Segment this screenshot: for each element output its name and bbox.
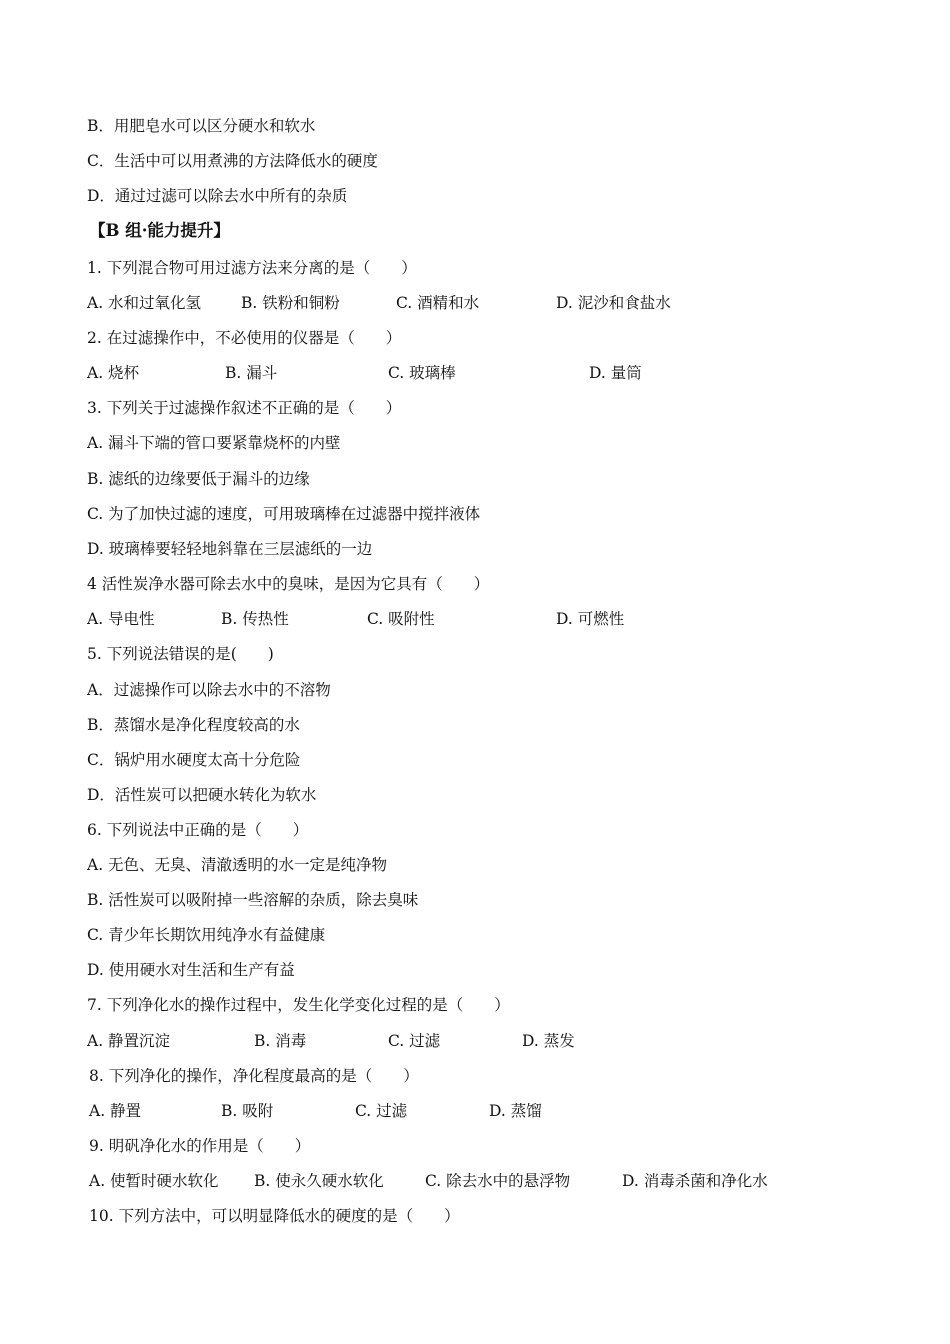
question-stem: 7. 下列净化水的操作过程中，发生化学变化过程的是（ ）	[87, 996, 510, 1014]
option-a: A. 静置沉淀	[87, 1032, 171, 1050]
option-a: A. 无色、无臭、清澈透明的水一定是纯净物	[87, 856, 388, 874]
option-b: B．蒸馏水是净化程度较高的水	[87, 716, 300, 734]
option-a: A. 导电性	[87, 610, 155, 628]
question-stem: 3. 下列关于过滤操作叙述不正确的是（ ）	[87, 399, 402, 417]
option-c: C．锅炉用水硬度太高十分危险	[87, 751, 301, 769]
option-b: B. 吸附	[221, 1102, 274, 1120]
option-c: C. 过滤	[355, 1102, 408, 1120]
option-d: D. 可燃性	[556, 610, 625, 628]
option-c: C. 酒精和水	[396, 294, 480, 312]
option-b: B. 活性炭可以吸附掉一些溶解的杂质，除去臭味	[87, 891, 419, 909]
question-stem: 2. 在过滤操作中，不必使用的仪器是（ ）	[87, 329, 402, 347]
question-stem: 4 活性炭净水器可除去水中的臭味，是因为它具有（ ）	[87, 575, 490, 593]
option-b: B. 滤纸的边缘要低于漏斗的边缘	[87, 470, 310, 488]
option-b: B. 消毒	[254, 1032, 307, 1050]
option-c: C. 青少年长期饮用纯净水有益健康	[87, 926, 326, 944]
option-a: A．过滤操作可以除去水中的不溶物	[87, 681, 331, 699]
option-line: C．生活中可以用煮沸的方法降低水的硬度	[87, 152, 378, 170]
option-d: D. 蒸发	[522, 1032, 575, 1050]
option-b: B. 铁粉和铜粉	[241, 294, 340, 312]
option-d: D．活性炭可以把硬水转化为软水	[87, 786, 317, 804]
option-a: A. 水和过氧化氢	[87, 294, 202, 312]
option-c: C. 为了加快过滤的速度，可用玻璃棒在过滤器中搅拌液体	[87, 505, 481, 523]
option-d: D. 蒸馏	[489, 1102, 542, 1120]
option-d: D. 泥沙和食盐水	[556, 294, 671, 312]
option-d: D. 使用硬水对生活和生产有益	[87, 961, 295, 979]
option-d: D. 消毒杀菌和净化水	[622, 1172, 768, 1190]
section-title: 【B 组·能力提升】	[89, 221, 230, 240]
question-stem: 5. 下列说法错误的是( )	[87, 645, 274, 663]
option-d: D. 玻璃棒要轻轻地斜靠在三层滤纸的一边	[87, 540, 373, 558]
option-a: A. 烧杯	[87, 364, 140, 382]
question-stem: 10. 下列方法中，可以明显降低水的硬度的是（ ）	[89, 1207, 460, 1225]
option-a: A. 使暂时硬水软化	[89, 1172, 219, 1190]
option-b: B. 使永久硬水软化	[254, 1172, 384, 1190]
option-line: B．用肥皂水可以区分硬水和软水	[87, 117, 316, 135]
question-stem: 8. 下列净化的操作，净化程度最高的是（ ）	[89, 1067, 419, 1085]
option-a: A. 漏斗下端的管口要紧靠烧杯的内壁	[87, 434, 341, 452]
option-c: C. 除去水中的悬浮物	[425, 1172, 571, 1190]
option-b: B. 漏斗	[225, 364, 278, 382]
option-c: C. 玻璃棒	[388, 364, 456, 382]
option-d: D. 量筒	[589, 364, 642, 382]
option-b: B. 传热性	[221, 610, 289, 628]
question-stem: 9. 明矾净化水的作用是（ ）	[89, 1137, 311, 1155]
option-c: C. 过滤	[388, 1032, 441, 1050]
question-stem: 6. 下列说法中正确的是（ ）	[87, 821, 309, 839]
option-c: C. 吸附性	[367, 610, 435, 628]
question-stem: 1. 下列混合物可用过滤方法来分离的是（ ）	[87, 259, 417, 277]
option-a: A. 静置	[89, 1102, 142, 1120]
option-line: D．通过过滤可以除去水中所有的杂质	[87, 187, 348, 205]
